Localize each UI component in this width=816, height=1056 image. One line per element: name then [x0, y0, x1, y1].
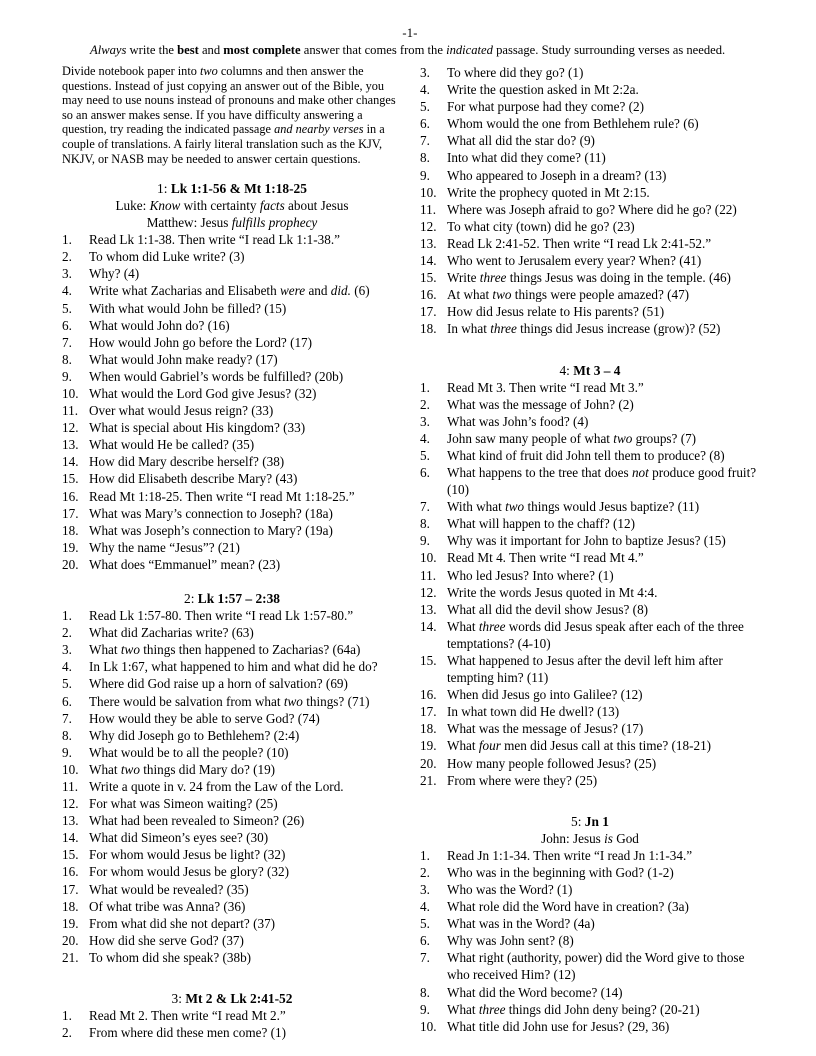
question-item: 6. What would John do? (16) — [62, 317, 230, 333]
section-4-number: 4: — [559, 362, 570, 378]
section-5-subtitle: John: Jesus is God — [541, 830, 639, 846]
question-item: 20. How did she serve God? (37) — [62, 932, 244, 948]
question-item: 14. What did Simeon’s eyes see? (30) — [62, 830, 269, 846]
question-item: 19. From what did she not depart? (37) — [62, 915, 276, 931]
question-item: 12. What is special about His kingdom? (33) — [62, 420, 306, 436]
question-item: 7. How would they be able to serve God? (74) — [62, 710, 320, 726]
question-item: 2. What was the message of John? (2) — [420, 396, 634, 412]
question-item: 15. For whom would Jesus be light? (32) — [62, 847, 286, 863]
question-item: 14. Who went to Jerusalem every year? When? (41) — [420, 253, 702, 269]
question-item: 12. To what city (town) did he go? (23) — [420, 218, 635, 234]
question-item: 3. To where did they go? (1) — [420, 65, 584, 80]
question-item: 20. How many people followed Jesus? (25) — [420, 755, 657, 771]
question-item: 18. Of what tribe was Anna? (36) — [62, 898, 246, 914]
question-item: 15. What happened to Jesus after the devil left him after tempting him? (11) — [420, 653, 723, 686]
section-1-question-list — [62, 231, 402, 573]
question-item: 16. Read Mt 1:18-25. Then write “I read Mt 1:18-25.” — [62, 488, 355, 504]
question-item: 10. Write the prophecy quoted in Mt 2:15. — [420, 184, 650, 200]
question-item: 5. Where did God raise up a horn of salvation? (69) — [62, 676, 348, 692]
section-5-heading — [420, 813, 760, 830]
right-column — [420, 64, 760, 1035]
section-1-heading — [62, 180, 402, 197]
question-item: 9. Who appeared to Joseph in a dream? (13) — [420, 167, 667, 183]
question-item: 8. What will happen to the chaff? (12) — [420, 516, 635, 532]
section-4-reference: Mt 3 – 4 — [573, 362, 621, 378]
question-item: 9. What would be to all the people? (10) — [62, 744, 289, 760]
section-2-number: 2: — [184, 591, 195, 607]
question-item: 1. Read Lk 1:57-80. Then write “I read Lk 1:57-80.” — [62, 608, 354, 624]
question-item: 4. In Lk 1:67, what happened to him and what did he do? — [62, 659, 378, 675]
section-1-subtitle-matthew: Matthew: Jesus fulfills prophecy — [146, 215, 318, 231]
question-item: 1. Read Jn 1:1-34. Then write “I read Jn 1:1-34.” — [420, 847, 693, 863]
section-3-start — [62, 990, 402, 1041]
question-item: 3. What two things then happened to Zacharias? (64a) — [62, 642, 361, 658]
section-1-reference: Lk 1:1-56 & Mt 1:18-25 — [170, 181, 307, 197]
question-item: 17. In what town did He dwell? (13) — [420, 704, 620, 720]
question-item: 1. Read Mt 2. Then write “I read Mt 2.” — [62, 1008, 286, 1023]
question-item: 20. What does “Emmanuel” mean? (23) — [62, 556, 281, 572]
question-item: 11. Where was Joseph afraid to go? Where did he go? (22) — [420, 201, 737, 217]
section-3-number: 3: — [171, 991, 182, 1006]
intro-paragraph: Divide notebook paper into two columns and then answer the questions. Instead of just copying an answer out of the Bible, you may need to use nouns instead of pronouns and make other changes so an answer makes sense. If you have difficulty answering a question, try reading the indicated passage and nearby verses in a couple of translations. A fairly literal translation such as the KJV, NKJV, or NASB may be needed to answer certain questions. — [62, 64, 396, 166]
question-item: 9. What three things did John deny being? (20-21) — [420, 1001, 700, 1017]
question-item: 10. What two things did Mary do? (19) — [62, 761, 276, 777]
question-item: 2. From where did these men come? (1) — [62, 1025, 287, 1041]
section-5 — [420, 813, 760, 1035]
question-item: 14. What three words did Jesus speak after each of the three temptations? (4-10) — [420, 618, 744, 651]
question-item: 19. Why the name “Jesus”? (21) — [62, 539, 240, 555]
section-2 — [62, 590, 402, 966]
question-item: 3. What was John’s food? (4) — [420, 413, 589, 429]
section-4-question-list — [420, 379, 760, 789]
section-3-reference: Mt 2 & Lk 2:41-52 — [185, 991, 293, 1006]
section-1 — [62, 180, 402, 573]
question-item: 15. How did Elisabeth describe Mary? (43) — [62, 471, 298, 487]
left-column — [62, 64, 402, 1041]
question-item: 18. What was the message of Jesus? (17) — [420, 721, 644, 737]
question-item: 1. Read Mt 3. Then write “I read Mt 3.” — [420, 379, 644, 395]
question-item: 3. Who was the Word? (1) — [420, 881, 573, 897]
section-1-number: 1: — [157, 181, 168, 197]
question-item: 4. John saw many people of what two groups? (7) — [420, 430, 697, 446]
section-3-heading — [62, 990, 402, 1007]
question-item: 10. What title did John use for Jesus? (29, 36) — [420, 1018, 670, 1034]
question-item: 8. What did the Word become? (14) — [420, 984, 623, 1000]
question-item: 16. When did Jesus go into Galilee? (12) — [420, 687, 643, 703]
section-3-question-list-left — [62, 1007, 402, 1041]
question-item: 16. At what two things were people amazed? (47) — [420, 287, 690, 303]
question-item: 6. There would be salvation from what two things? (71) — [62, 693, 370, 709]
question-item: 18. What was Joseph’s connection to Mary? (19a) — [62, 522, 333, 538]
question-item: 18. In what three things did Jesus increase (grow)? (52) — [420, 321, 721, 337]
question-item: 15. Write three things Jesus was doing in the temple. (46) — [420, 270, 731, 286]
question-item: 4. What role did the Word have in creation? (3a) — [420, 899, 689, 915]
question-item: 1. Read Lk 1:1-38. Then write “I read Lk 1:1-38.” — [62, 232, 340, 248]
question-item: 19. What four men did Jesus call at this time? (18-21) — [420, 738, 712, 754]
question-item: 8. Into what did they come? (11) — [420, 150, 606, 166]
question-item: 12. Write the words Jesus quoted in Mt 4:4. — [420, 584, 658, 600]
question-item: 17. How did Jesus relate to His parents? (51) — [420, 304, 665, 320]
section-4 — [420, 362, 760, 789]
question-item: 7. How would John go before the Lord? (17) — [62, 334, 313, 350]
question-item: 13. What would He be called? (35) — [62, 437, 255, 453]
question-item: 5. What was in the Word? (4a) — [420, 916, 595, 932]
section-5-reference: Jn 1 — [584, 813, 609, 829]
section-2-reference: Lk 1:57 – 2:38 — [197, 591, 280, 607]
section-3-continued — [420, 64, 760, 338]
question-item: 9. Why was it important for John to baptize Jesus? (15) — [420, 533, 726, 549]
question-item: 13. Read Lk 2:41-52. Then write “I read Lk 2:41-52.” — [420, 235, 712, 251]
question-item: 21. To whom did she speak? (38b) — [62, 949, 252, 965]
question-item: 4. Write the question asked in Mt 2:2a. — [420, 82, 639, 98]
question-item: 7. With what two things would Jesus baptize? (11) — [420, 499, 700, 515]
question-item: 5. For what purpose had they come? (2) — [420, 99, 645, 115]
question-item: 5. With what would John be filled? (15) — [62, 300, 287, 316]
question-item: 5. What kind of fruit did John tell them to produce? (8) — [420, 447, 725, 463]
question-item: 10. What would the Lord God give Jesus? (32) — [62, 386, 317, 401]
question-item: 2. What did Zacharias write? (63) — [62, 625, 254, 641]
question-item: 12. For what was Simeon waiting? (25) — [62, 796, 278, 812]
question-item: 11. Over what would Jesus reign? (33) — [62, 403, 274, 419]
question-item: 13. What had been revealed to Simeon? (26) — [62, 813, 305, 829]
question-item: 11. Write a quote in v. 24 from the Law of the Lord. — [62, 778, 344, 794]
question-item: 17. What would be revealed? (35) — [62, 881, 249, 897]
question-item: 14. How did Mary describe herself? (38) — [62, 454, 285, 470]
question-item: 3. Why? (4) — [62, 266, 140, 282]
question-item: 17. What was Mary’s connection to Joseph? (18a) — [62, 505, 333, 521]
question-item: 9. When would Gabriel’s words be fulfilled? (20b) — [62, 368, 344, 384]
question-item: 16. For whom would Jesus be glory? (32) — [62, 864, 289, 880]
section-2-heading — [62, 590, 402, 607]
page-number: -1- — [402, 26, 418, 40]
question-item: 7. What right (authority, power) did the Word give to those who received Him? (12) — [420, 950, 745, 983]
question-item: 10. Read Mt 4. Then write “I read Mt 4.” — [420, 550, 644, 566]
question-item: 8. What would John make ready? (17) — [62, 351, 278, 367]
question-item: 6. What happens to the tree that does not produce good fruit? (10) — [420, 464, 757, 498]
question-item: 8. Why did Joseph go to Bethlehem? (2:4) — [62, 727, 300, 743]
question-item: 6. Whom would the one from Bethlehem rule? (6) — [420, 116, 699, 132]
two-column-body — [62, 64, 758, 1041]
section-3-question-list-right — [420, 64, 760, 338]
question-item: 13. What all did the devil show Jesus? (8) — [420, 601, 649, 617]
section-1-subtitle-luke: Luke: Know with certainty facts about Jesus — [115, 198, 349, 214]
question-item: 4. Write what Zacharias and Elisabeth were and did. (6) — [62, 283, 370, 299]
section-5-question-list — [420, 847, 760, 1035]
question-item: 7. What all did the star do? (9) — [420, 133, 595, 149]
question-item: 2. Who was in the beginning with God? (1-2) — [420, 864, 674, 880]
section-5-number: 5: — [571, 813, 582, 829]
question-item: 6. Why was John sent? (8) — [420, 933, 574, 949]
question-item: 11. Who led Jesus? Into where? (1) — [420, 567, 614, 583]
banner-instruction: Always write the best and most complete answer that comes from the indicated passage. Study surrounding verses as needed. — [90, 43, 726, 57]
section-2-question-list — [62, 607, 402, 966]
section-4-heading — [420, 362, 760, 379]
question-item: 2. To whom did Luke write? (3) — [62, 249, 245, 265]
question-item: 21. From where were they? (25) — [420, 772, 598, 788]
